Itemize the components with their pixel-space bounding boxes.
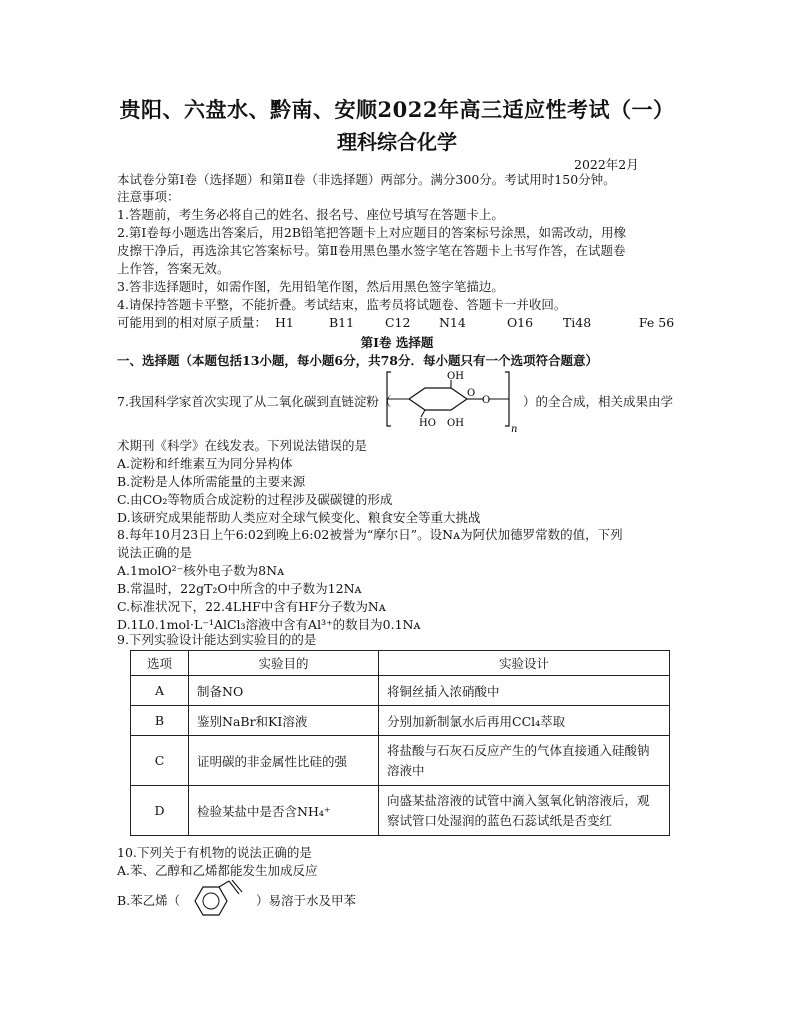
q7-option-d: D.该研究成果能帮助人类应对全球气候变化、粮食安全等重大挑战	[117, 510, 481, 525]
section-title: 第Ⅰ卷 选择题	[360, 335, 434, 350]
q10-option-a: A.苯、乙醇和乙烯都能发生加成反应	[117, 863, 318, 878]
q10-option-b-a: B.苯乙烯（	[117, 893, 181, 908]
table-row	[131, 676, 670, 706]
row-option: C	[131, 736, 189, 786]
q7-stem-c: 术期刊《科学》在线发表。下列说法错误的是	[117, 438, 368, 453]
note-3: 3.答非选择题时，如需作图，先用铅笔作图，然后用黑色签字笔描边。	[117, 279, 504, 294]
note-1: 1.答题前，考生务必将自己的姓名、报名号、座位号填写在答题卡上。	[117, 207, 504, 222]
atom-mass: O16	[506, 315, 534, 330]
atom-mass: H1	[275, 315, 294, 330]
row-design: 分别加新制氯水后再用CCl₄萃取	[379, 706, 670, 736]
notes-title: 注意事项：	[117, 189, 180, 204]
experiment-table	[130, 650, 670, 836]
q7-option-a: A.淀粉和纤维素互为同分异构体	[117, 456, 293, 471]
q8-option-c: C.标准状况下，22.4LHF中含有HF分子数为Nᴀ	[117, 599, 386, 614]
table-row	[131, 786, 670, 836]
q10-stem: 10.下列关于有机物的说法正确的是	[117, 845, 312, 860]
table-row	[131, 736, 670, 786]
header-design: 实验设计	[379, 651, 670, 676]
header-option: 选项	[131, 651, 189, 676]
row-goal: 鉴别NaBr和KI溶液	[189, 706, 379, 736]
table-row	[131, 706, 670, 736]
row-goal: 证明碳的非金属性比硅的强	[189, 736, 379, 786]
mol-o-link: O	[482, 395, 491, 406]
q7-stem-a: 7.我国科学家首次实现了从二氧化碳到直链淀粉（	[117, 394, 392, 409]
q7-option-b: B.淀粉是人体所需能量的主要来源	[117, 474, 306, 489]
table-header-row	[131, 651, 670, 676]
q8-option-b: B.常温时，22gT₂O中所含的中子数为12Nᴀ	[117, 581, 362, 596]
atom-mass: N14	[438, 315, 466, 330]
section-heading: 一、选择题（本题包括13小题，每小题6分，共78分．每小题只有一个选项符合题意）	[117, 353, 598, 368]
atom-mass: C12	[384, 315, 411, 330]
note-2b: 皮擦干净后，再选涂其它答案标号。第Ⅱ卷用黑色墨水签字笔在答题卡上书写作答，在试题卷	[117, 243, 626, 258]
note-4: 4.请保持答题卡平整，不能折叠。考试结束，监考员将试题卷、答题卡一并收回。	[117, 297, 567, 312]
atomic-masses	[117, 315, 674, 331]
row-design: 向盛某盐溶液的试管中滴入氢氧化钠溶液后，观察试管口处湿润的蓝色石蕊试纸是否变红	[379, 786, 670, 836]
q8-option-a: A.1molO²⁻核外电子数为8Nᴀ	[117, 563, 285, 578]
mol-oh-top: OH	[447, 371, 464, 382]
mol-ho-left: HO	[419, 418, 436, 429]
q8-option-d: D.1L0.1mol·L⁻¹AlCl₃溶液中含有Al³⁺的数目为0.1Nᴀ	[117, 617, 421, 632]
row-goal: 制备NO	[189, 676, 379, 706]
row-goal: 检验某盐中是否含NH₄⁺	[189, 786, 379, 836]
intro-line: 本试卷分第Ⅰ卷（选择题）和第Ⅱ卷（非选择题）两部分。满分300分。考试用时150分钟。	[117, 172, 616, 187]
atom-mass: B11	[328, 315, 355, 330]
atomic-masses-label: 可能用到的相对原子质量：	[117, 315, 268, 330]
row-option: A	[131, 676, 189, 706]
note-2a: 2.第Ⅰ卷每小题选出答案后，用2B铅笔把答题卡上对应题目的答案标号涂黑，如需改动，用橡	[117, 225, 627, 240]
row-option: D	[131, 786, 189, 836]
exam-date: 2022年2月	[574, 157, 639, 172]
q8-stem-b: 说法正确的是	[117, 545, 193, 560]
atom-mass: Fe 56	[638, 315, 675, 330]
exam-subtitle: 理科综合化学	[337, 130, 457, 154]
row-design: 将盐酸与石灰石反应产生的气体直接通入硅酸钠溶液中	[379, 736, 670, 786]
starch-structure-icon	[385, 370, 517, 432]
row-design: 将铜丝插入浓硝酸中	[379, 676, 670, 706]
q9-stem: 9.下列实验设计能达到实验目的的是	[117, 632, 317, 647]
q8-stem-a: 8.每年10月23日上午6:02到晚上6:02被誉为“摩尔日”。设Nᴀ为阿伏加德罗常数的值，下列	[117, 527, 623, 542]
row-option: B	[131, 706, 189, 736]
mol-oh-right: OH	[447, 418, 464, 429]
mol-o-ring: O	[467, 388, 476, 399]
header-goal: 实验目的	[189, 651, 379, 676]
mol-n: n	[511, 424, 517, 432]
q7-option-c: C.由CO₂等物质合成淀粉的过程涉及碳碳键的形成	[117, 492, 393, 507]
atom-mass: Ti48	[562, 315, 592, 330]
styrene-structure-icon	[189, 880, 255, 922]
exam-title: 贵阳、六盘水、黔南、安顺2022年高三适应性考试（一）	[119, 97, 675, 122]
q10-option-b-b: ）易溶于水及甲苯	[256, 893, 357, 908]
q7-stem-b: ）的全合成，相关成果由学	[523, 394, 674, 409]
note-2c: 上作答，答案无效。	[117, 261, 230, 276]
